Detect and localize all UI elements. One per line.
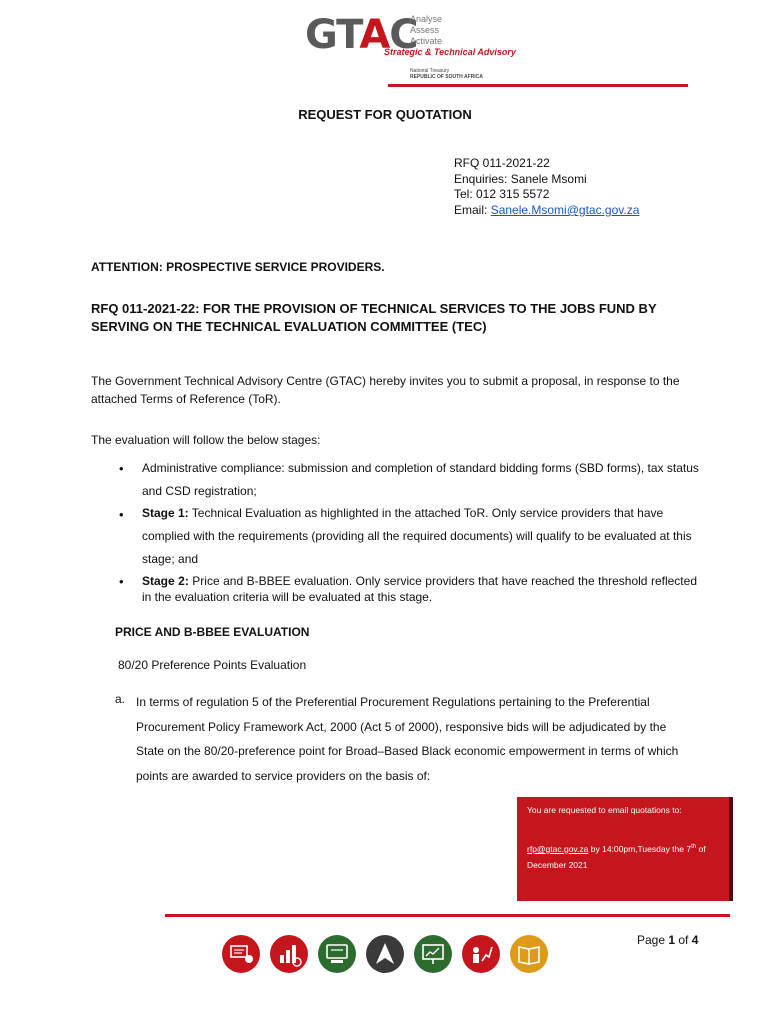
rfq-heading: RFQ 011-2021-22: FOR THE PROVISION OF TECHNICAL SERVICES TO THE JOBS FUND BY SERVING ON THE TECHNICAL EVALUATION COMMITTEE (TEC)	[91, 301, 657, 334]
enquiries-line: Enquiries: Sanele Msomi	[454, 172, 587, 186]
footer-divider	[165, 914, 730, 917]
attention-line: ATTENTION: PROSPECTIVE SERVICE PROVIDERS.	[91, 260, 385, 274]
rfq-number: RFQ 011-2021-22	[454, 156, 550, 170]
email-label: Email:	[454, 203, 491, 217]
page-current: 1	[668, 933, 676, 947]
stage-2-item	[142, 573, 697, 605]
header-divider	[388, 84, 688, 87]
stage-1-text: Technical Evaluation as highlighted in the attached ToR. Only service providers that have complied with the requirements (providing all the required documents) will qualify to be evaluated at this stage; and	[142, 506, 692, 566]
stage-1-label: Stage 1:	[142, 506, 189, 520]
document-title: REQUEST FOR QUOTATION	[298, 107, 472, 122]
evaluation-intro: The evaluation will follow the below stages:	[91, 433, 321, 447]
whiteboard-icon	[414, 935, 452, 973]
bullet-icon: •	[119, 574, 124, 589]
book-icon	[510, 935, 548, 973]
arrow-up-icon	[366, 935, 404, 973]
tagline-activate: Activate	[410, 36, 443, 46]
presentation-icon	[222, 935, 260, 973]
deadline-text: by 14:00pm,Tuesday the 7	[588, 843, 692, 854]
bullet-icon: •	[119, 461, 124, 476]
notice-box	[517, 797, 731, 901]
stage-2-label: Stage 2:	[142, 574, 189, 588]
email-line	[454, 202, 639, 218]
stage-2-text: Price and B-BBEE evaluation. Only service providers that have reached the threshold reflected in the evaluation criteria will be evaluated at this stage.	[142, 574, 697, 604]
tagline-analyse: Analyse	[410, 14, 443, 24]
logo-text-a: A	[359, 12, 390, 58]
logo-text-gt: GT	[305, 12, 360, 58]
deadline-superscript: th	[691, 844, 697, 850]
stage-admin-text: Administrative compliance: submission and completion of standard bidding forms (SBD forms), tax status and CSD registration;	[142, 461, 699, 498]
item-a-marker: a.	[115, 692, 126, 706]
page-of: of	[675, 933, 692, 947]
notice-deadline	[527, 839, 727, 873]
treasury-line2: REPUBLIC OF SOUTH AFRICA	[410, 74, 483, 80]
growth-chart-icon	[270, 935, 308, 973]
quotation-email-link[interactable]: rfp@gtac.gov.za	[527, 843, 589, 854]
deadline-text-end: of December 2021	[527, 843, 706, 870]
price-heading: PRICE AND B-BBEE EVALUATION	[115, 625, 310, 639]
contact-email-link[interactable]: Sanele.Msomi@gtac.gov.za	[490, 203, 640, 217]
item-a-text: In terms of regulation 5 of the Preferential Procurement Regulations pertaining to the Preferential Procurement Policy Framework Act, 2000 (Act 5 of 2000), responsive bids will be adjudicated by the State on the 80/20-preference point for Broad–Based Black economic empowerment in terms of which points are awarded to service providers on the basis of:	[136, 695, 679, 783]
notice-box-shadow	[729, 797, 733, 901]
preference-subheading: 80/20 Preference Points Evaluation	[118, 658, 307, 672]
treasury-line1: National Treasury	[410, 68, 450, 74]
page-number	[637, 933, 698, 947]
logo-subtitle: Strategic & Technical Advisory	[384, 47, 516, 57]
page-label: Page	[637, 933, 669, 947]
bullet-icon: •	[119, 507, 124, 522]
page-total: 4	[691, 933, 699, 947]
telephone-line: Tel: 012 315 5572	[454, 187, 550, 201]
intro-paragraph: The Government Technical Advisory Centre (GTAC) hereby invites you to submit a proposal, in response to the attached Terms of Reference (ToR).	[91, 374, 680, 406]
computer-icon	[318, 935, 356, 973]
notice-line1: You are requested to email quotations to:	[527, 805, 682, 815]
stage-1-item	[142, 502, 702, 571]
tagline-assess: Assess	[410, 25, 440, 35]
person-growth-icon	[462, 935, 500, 973]
logo-text-c: C	[389, 12, 418, 58]
